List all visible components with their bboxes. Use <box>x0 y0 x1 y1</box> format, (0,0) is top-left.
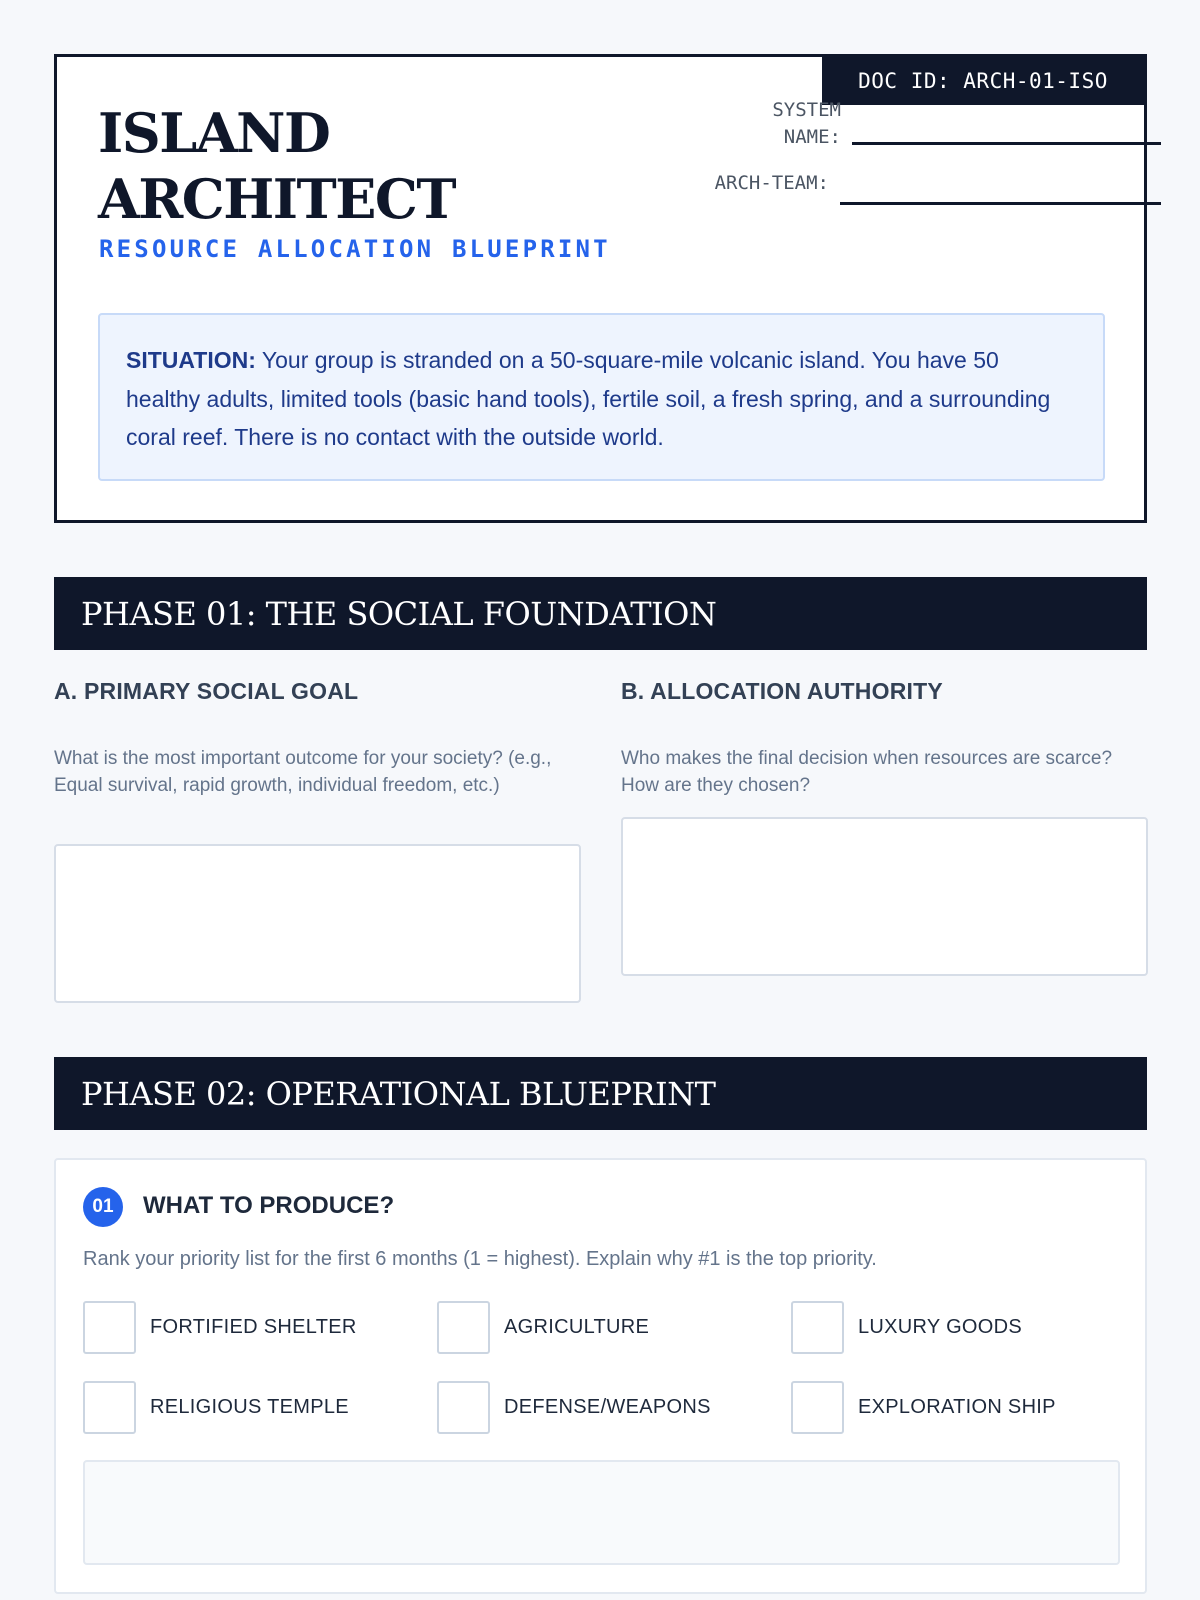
rank-label-exploration-ship: EXPLORATION SHIP <box>858 1396 1056 1418</box>
system-name-label <box>717 97 841 151</box>
header-card <box>54 54 1147 523</box>
step-title: WHAT TO PRODUCE? <box>143 1192 395 1219</box>
rank-option-fortified-shelter <box>83 1301 357 1354</box>
doc-id-badge: DOC ID: ARCH-01-ISO <box>822 57 1144 105</box>
rank-input-fortified-shelter[interactable] <box>83 1301 136 1354</box>
rank-label-religious-temple: RELIGIOUS TEMPLE <box>150 1396 349 1418</box>
rank-label-luxury-goods: LUXURY GOODS <box>858 1316 1023 1338</box>
situation-label: SITUATION: <box>126 347 256 373</box>
subtitle: RESOURCE ALLOCATION BLUEPRINT <box>99 235 611 263</box>
rank-option-agriculture <box>437 1301 649 1354</box>
system-name-label-line2: NAME: <box>783 126 841 148</box>
phase-01-header: PHASE 01: THE SOCIAL FOUNDATION <box>54 577 1147 650</box>
allocation-authority-heading: B. ALLOCATION AUTHORITY <box>621 678 943 704</box>
primary-social-goal-answer[interactable] <box>54 844 581 1003</box>
situation-callout <box>98 313 1105 481</box>
allocation-authority-answer[interactable] <box>621 817 1148 976</box>
rank-input-religious-temple[interactable] <box>83 1381 136 1434</box>
rank-input-exploration-ship[interactable] <box>791 1381 844 1434</box>
rank-input-luxury-goods[interactable] <box>791 1301 844 1354</box>
situation-text: Your group is stranded on a 50-square-mile volcanic island. You have 50 healthy adults, limited tools (basic hand tools), fertile soil, a fresh spring, and a surrounding coral reef. There is no contact with the outside world. <box>126 347 1051 450</box>
rank-option-luxury-goods <box>791 1301 1022 1354</box>
system-name-field[interactable] <box>852 142 1161 145</box>
step-number-badge: 01 <box>83 1187 123 1227</box>
primary-social-goal-prompt: What is the most important outcome for your society? (e.g., Equal survival, rapid growth, individual freedom, etc.) <box>54 748 552 796</box>
arch-team-label: ARCH-TEAM: <box>714 172 829 194</box>
allocation-authority-prompt: Who makes the final decision when resources are scarce? How are they chosen? <box>621 748 1113 796</box>
step-description: Rank your priority list for the first 6 months (1 = highest). Explain why #1 is the top priority. <box>83 1248 877 1270</box>
rank-label-fortified-shelter: FORTIFIED SHELTER <box>150 1316 357 1338</box>
title-line-1: ISLAND <box>98 101 330 165</box>
primary-social-goal-heading: A. PRIMARY SOCIAL GOAL <box>54 678 359 704</box>
rank-input-defense-weapons[interactable] <box>437 1381 490 1434</box>
rank-option-defense-weapons <box>437 1381 711 1434</box>
rank-option-religious-temple <box>83 1381 349 1434</box>
rank-label-agriculture: AGRICULTURE <box>504 1316 650 1338</box>
priority-explanation-box[interactable] <box>83 1460 1120 1565</box>
rank-input-agriculture[interactable] <box>437 1301 490 1354</box>
title-line-2: ARCHITECT <box>98 167 456 231</box>
system-name-label-line1: SYSTEM <box>772 99 841 121</box>
rank-option-exploration-ship <box>791 1381 1056 1434</box>
phase-02-header: PHASE 02: OPERATIONAL BLUEPRINT <box>54 1057 1147 1130</box>
arch-team-field[interactable] <box>840 202 1161 205</box>
primary-social-goal-section <box>54 678 581 799</box>
allocation-authority-section <box>621 678 1148 799</box>
rank-label-defense-weapons: DEFENSE/WEAPONS <box>504 1396 711 1418</box>
what-to-produce-card <box>54 1158 1147 1594</box>
